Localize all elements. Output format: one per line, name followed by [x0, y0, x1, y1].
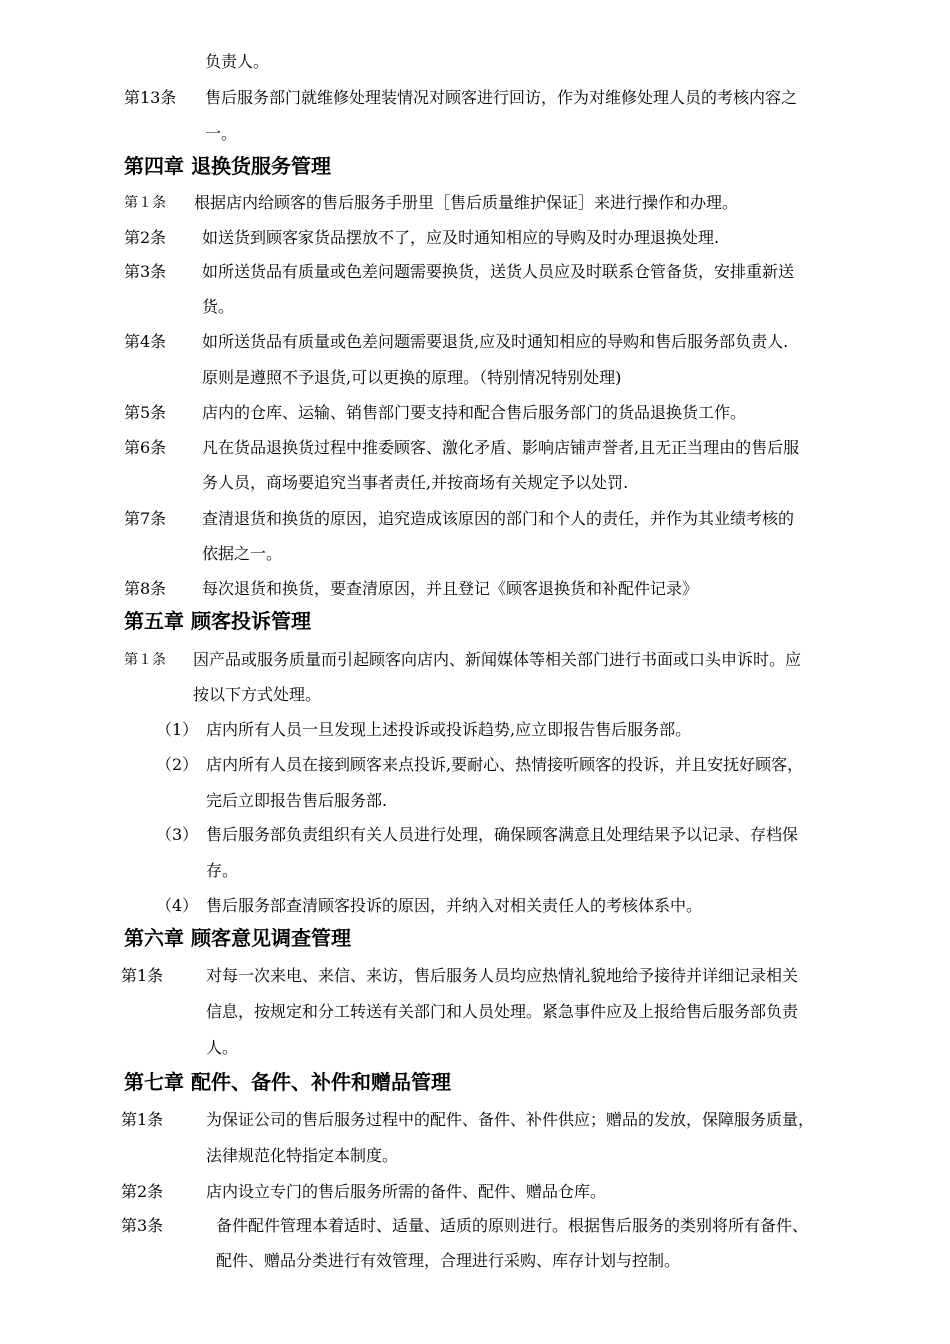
chapter-heading: 第四章 退换货服务管理	[124, 154, 331, 178]
item-text: 完后立即报告售后服务部.	[206, 791, 388, 810]
item-text: 售后服务部查清顾客投诉的原因，并纳入对相关责任人的考核体系中。	[206, 896, 703, 915]
item-label: （2）	[156, 755, 199, 774]
item-label: （1）	[156, 720, 199, 739]
article-label: 第１条	[124, 195, 166, 211]
article-label: 第2条	[124, 228, 167, 247]
article-label: 第3条	[124, 262, 167, 281]
article-text: 配件、赠品分类进行有效管理，合理进行采购、库存计划与控制。	[216, 1251, 681, 1270]
article-label: 第13条	[124, 88, 177, 107]
article-text: 根据店内给顾客的售后服务手册里［售后质量维护保证］来进行操作和办理。	[194, 193, 739, 212]
article-label: 第8条	[124, 579, 167, 598]
chapter-heading: 第七章 配件、备件、补件和赠品管理	[124, 1070, 451, 1094]
article-text: 一。	[205, 124, 238, 143]
chapter-heading: 第六章 顾客意见调查管理	[124, 926, 351, 950]
article-label: 第4条	[124, 332, 167, 351]
item-text: 店内所有人员一旦发现上述投诉或投诉趋势,应立即报告售后服务部。	[206, 720, 692, 739]
item-text: 售后服务部负责组织有关人员进行处理，确保顾客满意且处理结果予以记录、存档保	[206, 825, 799, 844]
article-text: 按以下方式处理。	[193, 685, 322, 704]
article-text: 如所送货品有质量或色差问题需要退货,应及时通知相应的导购和售后服务部负责人.	[202, 332, 789, 351]
item-label: （4）	[156, 896, 199, 915]
article-text: 店内的仓库、运输、销售部门要支持和配合售后服务部门的货品退换货工作。	[202, 403, 747, 422]
article-text: 人。	[206, 1038, 239, 1057]
article-label: 第2条	[121, 1182, 164, 1201]
item-text: 店内所有人员在接到顾客来点投诉,要耐心、热情接听顾客的投诉，并且安抚好顾客，	[206, 755, 804, 774]
article-label: 第6条	[124, 438, 167, 457]
item-text: 存。	[206, 861, 239, 880]
chapter-heading: 第五章 顾客投诉管理	[124, 609, 311, 633]
continuation-line: 负责人。	[205, 52, 270, 71]
article-text: 凡在货品退换货过程中推委顾客、激化矛盾、影响店铺声誉者,且无正当理由的售后服	[202, 438, 800, 457]
article-text: 法律规范化特指定本制度。	[206, 1146, 399, 1165]
article-label: 第1条	[121, 966, 164, 985]
article-label: 第3条	[121, 1216, 164, 1235]
article-label: 第5条	[124, 403, 167, 422]
article-label: 第1条	[121, 1110, 164, 1129]
article-text: 对每一次来电、来信、来访，售后服务人员均应热情礼貌地给予接待并详细记录相关	[206, 966, 799, 985]
article-label: 第１条	[124, 652, 166, 668]
article-text: 店内设立专门的售后服务所需的备件、配件、赠品仓库。	[206, 1182, 607, 1201]
article-text: 如送货到顾客家货品摆放不了，应及时通知相应的导购及时办理退换处理.	[202, 228, 720, 247]
article-text: 依据之一。	[202, 544, 283, 563]
article-text: 信息，按规定和分工转送有关部门和人员处理。紧急事件应及上报给售后服务部负责	[206, 1002, 799, 1021]
article-label: 第7条	[124, 509, 167, 528]
article-text: 务人员，商场要追究当事者责任,并按商场有关规定予以处罚.	[202, 473, 629, 492]
article-text: 备件配件管理本着适时、适量、适质的原则进行。根据售后服务的类别将所有备件、	[216, 1216, 809, 1235]
article-text: 为保证公司的售后服务过程中的配件、备件、补件供应；赠品的发放，保障服务质量，	[206, 1110, 815, 1129]
article-text: 因产品或服务质量而引起顾客向店内、新闻媒体等相关部门进行书面或口头申诉时。应	[193, 650, 802, 669]
article-text: 查清退货和换货的原因，追究造成该原因的部门和个人的责任，并作为其业绩考核的	[202, 509, 795, 528]
article-text: 每次退货和换货，要查清原因，并且登记《顾客退换货和补配件记录》	[202, 579, 699, 598]
article-text: 货。	[202, 297, 235, 316]
article-text: 如所送货品有质量或色差问题需要换货，送货人员应及时联系仓管备货，安排重新送	[202, 262, 795, 281]
article-text: 原则是遵照不予退货,可以更换的原理。（特别情况特别处理)	[202, 368, 622, 387]
article-text: 售后服务部门就维修处理装情况对顾客进行回访，作为对维修处理人员的考核内容之	[205, 88, 798, 107]
item-label: （3）	[156, 825, 199, 844]
